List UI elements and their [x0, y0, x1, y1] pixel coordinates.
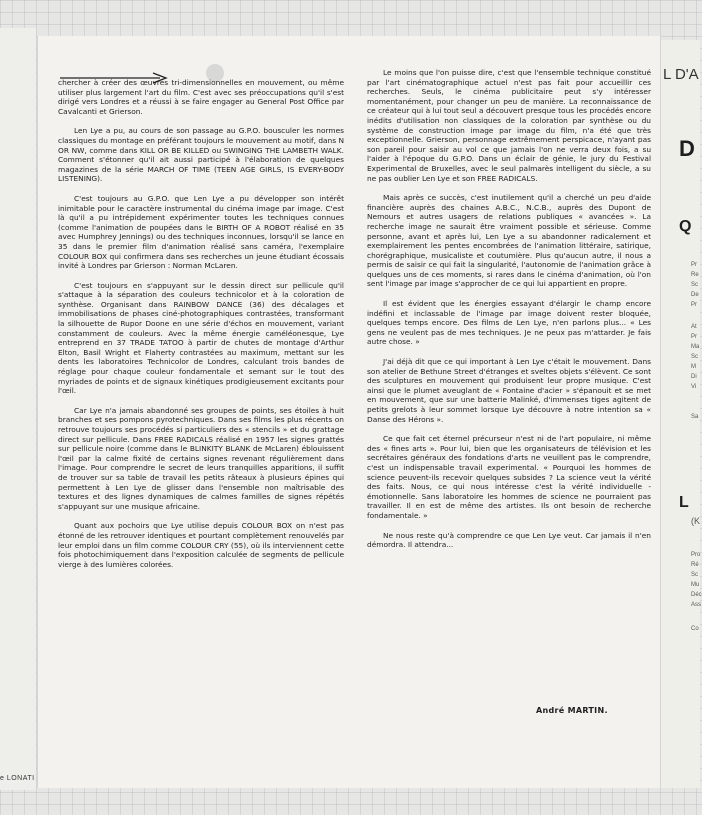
- right-page-header: L D'A: [663, 66, 699, 83]
- paragraph: C'est toujours en s'appuyant sur le dessin direct sur pellicule qu'il s'attaque à la séparation des couleurs technicolor et à la coloration de synthèse. Organisant dans RAINBOW DANCE (36) des décalages et immobilisations de phases ciné-photographiques contrastées, transformant la silhouette de Rupor Doone en une série d'échos en mouvement, variant constamment de couleurs. Avec la même énergie caméléonesque, Lye entreprend en 37 TRADE TATOO à partir de chutes de montage d'Arthur Elton, Basil Wright et Flaherty contrastées au maximum, mettant sur les dents les laboratoires Technicolor de Londres, calculant trois bandes de réglage pour chaque couleur fondamentale et semant sur le tout des myriades de points et de signaux kinétiques prodigieusement excitants pour l'œil.: [58, 280, 344, 396]
- right-page-label: Vi: [691, 384, 697, 390]
- right-page-letter-q: Q: [679, 218, 692, 235]
- right-page-label: Ma: [691, 344, 700, 350]
- right-page-label: M: [691, 364, 696, 370]
- right-page-label: De: [691, 292, 699, 298]
- paragraph: Il est évident que les énergies essayant d'élargir le champ encore indéfini et inclassable de l'image par image doivent rester bloquée, quelques temps encore. Des films de Len Lye, n'en parlons plus... « Les gens ne veulent pas de mes techniques. Je ne peux pas m'attarder. Je fais autre chose. »: [367, 299, 651, 347]
- right-page-label: Pr: [691, 262, 697, 268]
- right-page-label: Pr: [691, 302, 697, 308]
- right-page-letter-l: L: [679, 494, 689, 511]
- right-page-label: Di: [691, 374, 697, 380]
- right-page-label: Mu: [691, 582, 700, 588]
- right-page-label: Sa: [691, 414, 699, 420]
- paragraph: Ce que fait cet éternel précurseur n'est ni de l'art populaire, ni même des « fines arts ». Pour lui, bien que les organisateurs de télévision et les secrétaires généraux des fondations d'arts ne veuillent pas le comprendre, c'est un indispensable travail experimental. « Pourquoi les hommes de science peuvent-ils recevoir quelques subsides ? La science veut la vérité des faits. Nous, ce qui nous intéresse c'est la vérité individuelle - émotionnelle. Sans laboratoire les hommes de science ne pourraient pas travailler. Il en est de même des artistes. Ils ont besoin de recherche fondamentale. »: [367, 434, 651, 520]
- right-page-label: Ré: [691, 562, 699, 568]
- right-column: [367, 68, 651, 560]
- paragraph: Le moins que l'on puisse dire, c'est que l'ensemble technique constitué par l'art cinématographique actuel n'est pas fait pour accueillir ces recherches. Seuls, le cinéma publicitaire peut s'y intéresser momentanément, pour changer un peu de manière. La reconnaissance de ce créateur qui à lui tout seul a découvert presque tous les procédés encore inédits d'utilisation non classiques de la coloration par synthèse ou du système de construction image par image du film, n'a été que très exceptionnelle. Grierson, personnage extrêmement perspicace, n'ayant pas son pareil pour saisir au vol ce que jamais l'on ne verra deux fois, a su l'aider à l'époque du G.P.O. Dans un éclair de génie, le jury du Festival Experimental de Bruxelles, avec le seul palmarès intelligent du siècle, a su ne pas oublier Len Lye et son FREE RADICALS.: [367, 68, 651, 183]
- right-page-letter-d: D: [679, 136, 695, 161]
- right-page-paren: (K: [691, 516, 700, 526]
- document-page: [38, 36, 660, 788]
- right-page-label: At: [691, 324, 697, 330]
- right-page-label: Ass: [691, 602, 702, 608]
- adjacent-page-right: [661, 40, 700, 788]
- paragraph: Len Lye a pu, au cours de son passage au G.P.O. bousculer les normes classiques du montage en préférant toujours le mouvement au motif, dans N OR NW, comme dans KILL OR BE KILLED ou SWINGING THE LAMBETH WALK. Comment s'étonner qu'il ait aussi participé à l'élaboration de quelques magazines de la série MARCH OF TIME (TEEN AGE GIRLS, IS EVERY-BODY LISTENING).: [58, 126, 344, 184]
- right-page-label: Sc: [691, 282, 699, 288]
- right-page-label: Déc: [691, 592, 702, 598]
- paragraph: C'est toujours au G.P.O. que Len Lye a pu développer son intérêt inimitable pour le caractère instrumental du cinéma image par image. C'est là qu'il a pu intrépidement expérimenter toutes les techniques connues (comme l'animation de poupées dans le BIRTH OF A ROBOT réalisé en 35 avec Humphrey Jennings) ou des techniques inconnues, lorsqu'il se lance en 35 dans le premier film d'animation réalisé sans caméra, l'exemplaire COLOUR BOX qui confirmera dans ses recherches un jeune étudiant écossais invité à Londres par Grierson : Norman McLaren.: [58, 193, 344, 271]
- left-edge-label: e LONATI: [0, 775, 35, 782]
- right-page-label: Pr: [691, 334, 697, 340]
- paragraph: Car Lye n'a jamais abandonné ses groupes de points, ses étoiles à huit branches et ses pompons pyrotechniques. Dans ses films les plus récents on retrouve toujours ses procédés si particuliers des « stencils » et du grattage direct sur pellicule. Dans FREE RADICALS réalisé en 1957 les signes grattés sur pellicule noire (comme dans le BLINKITY BLANK de McLaren) éblouissent l'œil par la calme fixité de certains signes revenant régulièrement dans l'image. Pour comprendre le secret de leurs tranquilles apparitions, il suffit de trouver sur sa table de travail les petits râteaux à plusieurs épines qui permettent à Len Lye de glisser dans l'ensemble non maîtrisable des textures et des lignes dynamiques de calmes familles de signes répétés s'appuyant sur une musique africaine.: [58, 405, 344, 511]
- paragraph: Mais après ce succès, c'est inutilement qu'il a cherché un peu d'aide financière auprès des chaines A.B.C., N.C.B., auprès des Dupont de Nemours et autres usagers de relations publiques « avancées ». La recherche image ne saurait être vraiment possible et sérieuse. Comme personne, avant et après lui, Len Lye a su abandonner radicalement et exemplairement les pentes encombrées de l'animation littéraire, satirique, chorégraphique, musicaliste et coutumière. Plus qu'aucun autre, il nous a permis de saisir ce qui fait la singularité, l'autonomie de l'animation grâce à quelques uns de ces moments, si rares dans le cinéma d'animation, où l'on sent l'image par image s'approcher de ce qui lui appartient en propre.: [367, 193, 651, 289]
- paragraph: Ne nous reste qu'à comprendre ce que Len Lye veut. Car jamais il n'en démordra. Il attendra...: [367, 530, 651, 550]
- author-signature: André MARTIN.: [536, 706, 608, 715]
- right-page-label: Sc: [691, 354, 699, 360]
- right-page-label: Sc: [691, 572, 699, 578]
- left-column: [58, 78, 344, 579]
- paragraph: J'ai déjà dit que ce qui important à Len Lye c'était le mouvement. Dans son atelier de Bethune Street d'étranges et sveltes objets s'élèvent. Ce sont des sculptures en mouvement qui produisent leur propre musique. C'est ainsi que le plumet aveuglant de « Fontaine d'acier » s'épanouit et se met en mouvement, que sur une batterie Malinké, d'immenses tiges agitent de petits grelots à leur sommet lorsque Lye découvre à notre intention sa « Danse des Hérons ».: [367, 357, 651, 424]
- right-page-label: Re: [691, 272, 699, 278]
- paragraph: chercher à créer des œuvres tri-dimensionnelles en mouvement, ou même utiliser plus largement l'art du film. C'est avec ses préoccupations qu'il s'est dirigé vers Londres et a réussi à se faire engager au General Post Office par Cavalcanti et Grierson.: [58, 78, 344, 116]
- right-page-label: Pro: [691, 552, 701, 558]
- right-page-label: Co: [691, 626, 699, 632]
- adjacent-page-left: [0, 28, 36, 790]
- paragraph: Quant aux pochoirs que Lye utilise depuis COLOUR BOX on n'est pas étonné de les retrouver identiques et pourtant complètement renouvelés par leur emploi dans un film comme COLOUR CRY (55), où ils interviennent cette fois photochimiquement dans l'exposition calculée de segments de pellicule vierge à des lumières colorées.: [58, 521, 344, 569]
